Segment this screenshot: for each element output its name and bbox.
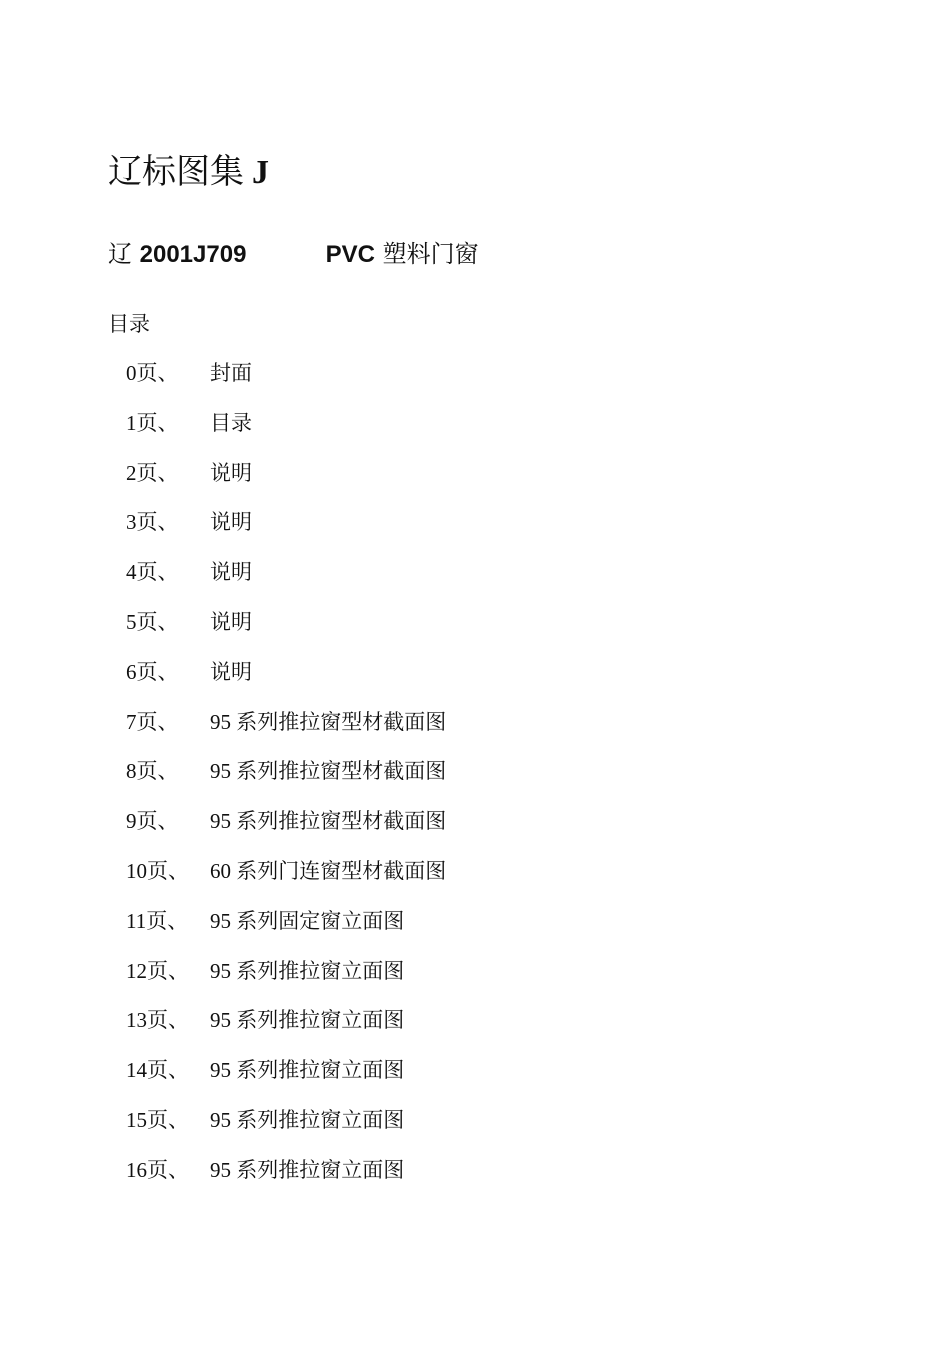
atlas-code-number: 2001J709 [139,241,247,268]
toc-page-suffix: 页、 [136,709,179,734]
toc-item [126,905,826,955]
toc-item-title: 95 系列推拉窗立面图 [210,1157,405,1182]
toc-item-title: 95 系列推拉窗立面图 [210,1058,405,1083]
toc-page-suffix: 页、 [146,908,189,933]
document-title [108,148,269,197]
toc-page-suffix: 页、 [147,1107,189,1132]
toc-page-suffix: 页、 [136,759,179,784]
toc-page-suffix: 页、 [136,510,179,535]
toc-item [126,357,826,407]
toc-page-ref [126,556,210,588]
toc-page-suffix: 页、 [147,858,189,883]
toc-page-ref [126,706,210,738]
toc-item-title: 目录 [210,410,252,435]
toc-page-number: 4 [126,560,137,585]
document-title-text: 辽标图集 [108,152,244,192]
toc-page-number: 15 [126,1107,147,1132]
toc-page-ref [126,1004,210,1036]
toc-page-number: 3 [126,510,137,535]
toc-page-ref [126,457,210,489]
toc-item-title: 95 系列推拉窗立面图 [210,958,405,983]
toc-page-number: 14 [126,1058,147,1083]
toc-item [126,855,826,905]
toc-page-number: 9 [126,809,137,834]
toc-page-number: 0 [126,361,137,385]
toc-page-suffix: 页、 [147,1157,189,1182]
toc-page-suffix: 页、 [136,609,179,634]
document-subtitle [108,234,808,274]
toc-item [126,1154,826,1204]
toc-page-number: 2 [126,460,137,485]
toc-item [126,755,826,805]
toc-item-title: 说明 [210,659,252,684]
toc-page-ref [126,805,210,837]
toc-page-ref [126,606,210,638]
toc-page-number: 13 [126,1008,147,1033]
toc-page-suffix: 页、 [136,659,179,684]
toc-page-suffix: 页、 [147,958,189,983]
toc-page-number: 6 [126,659,137,684]
toc-heading: 目录 [108,312,150,336]
atlas-code [108,234,318,275]
table-of-contents [126,357,826,1204]
toc-page-ref [126,1154,210,1186]
toc-item [126,1104,826,1154]
toc-item [126,506,826,556]
toc-page-ref [126,357,210,389]
toc-item-title: 95 系列推拉窗立面图 [210,1008,405,1033]
toc-page-suffix: 页、 [147,1008,189,1033]
toc-page-ref [126,1054,210,1086]
toc-page-number: 7 [126,709,137,734]
toc-page-number: 16 [126,1157,147,1182]
toc-page-number: 10 [126,858,147,883]
toc-item [126,457,826,507]
atlas-code-prefix: 辽 [108,240,132,268]
toc-page-suffix: 页、 [136,361,179,385]
toc-item-title: 封面 [210,361,252,385]
toc-item [126,706,826,756]
toc-page-ref [126,407,210,439]
atlas-material: PVC [325,241,375,268]
toc-page-number: 12 [126,958,147,983]
toc-item [126,955,826,1005]
toc-item [126,606,826,656]
toc-page-ref [126,506,210,538]
toc-item-title: 95 系列推拉窗立面图 [210,1107,405,1132]
toc-item-title: 95 系列推拉窗型材截面图 [210,709,447,734]
toc-item [126,1054,826,1104]
toc-item [126,805,826,855]
toc-page-ref [126,955,210,987]
toc-page-suffix: 页、 [136,560,179,585]
toc-item [126,556,826,606]
document-title-suffix: J [252,154,269,191]
toc-item-title: 说明 [210,560,252,585]
toc-item-title: 95 系列推拉窗型材截面图 [210,809,447,834]
toc-page-number: 11 [126,908,147,933]
toc-item-title: 95 系列推拉窗型材截面图 [210,759,447,784]
toc-page-suffix: 页、 [136,809,179,834]
toc-item-title: 说明 [210,510,252,535]
toc-item-title: 95 系列固定窗立面图 [210,908,405,933]
toc-item-title: 60 系列门连窗型材截面图 [210,858,447,883]
atlas-name: 塑料门窗 [382,240,479,268]
toc-page-suffix: 页、 [147,1058,189,1083]
toc-page-ref [126,1104,210,1136]
toc-page-ref [126,755,210,787]
toc-page-ref [126,855,210,887]
toc-page-number: 8 [126,759,137,784]
toc-page-number: 5 [126,609,137,634]
toc-page-ref [126,905,210,937]
toc-page-suffix: 页、 [136,460,179,485]
toc-page-ref [126,656,210,688]
toc-item-title: 说明 [210,460,252,485]
toc-item [126,407,826,457]
toc-page-suffix: 页、 [136,410,179,435]
toc-page-number: 1 [126,410,137,435]
toc-item-title: 说明 [210,609,252,634]
toc-item [126,656,826,706]
toc-item [126,1004,826,1054]
